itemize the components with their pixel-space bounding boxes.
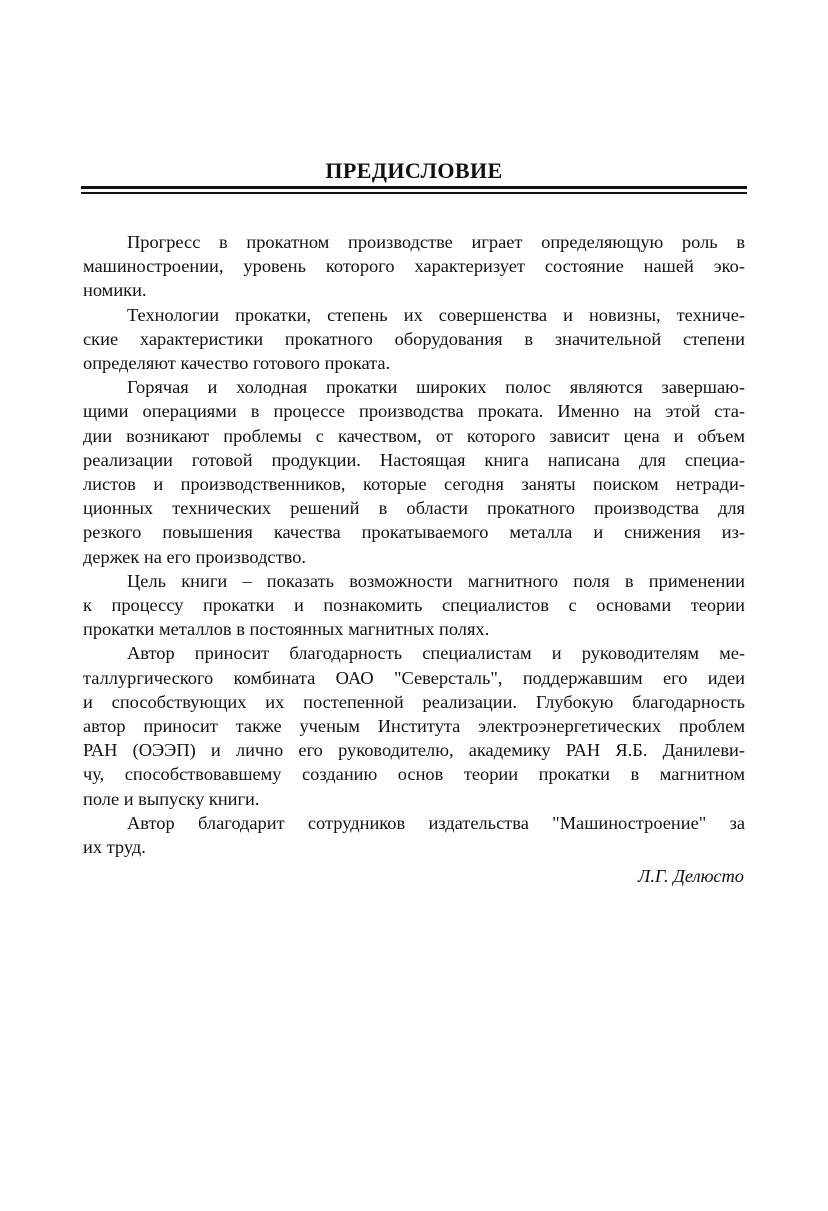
text-line: Автор приносит благодарность специалистам и руководителям ме- [127, 643, 745, 664]
text-line: держек на его производство. [83, 546, 306, 567]
paragraph-4 [83, 569, 745, 642]
preface-body [83, 230, 745, 859]
text-line: прокатки металлов в постоянных магнитных полях. [83, 619, 490, 640]
text-line: определяют качество готового проката. [83, 353, 391, 374]
text-line: Технологии прокатки, степень их совершенства и новизны, техниче- [127, 304, 745, 325]
text-line: резкого повышения качества прокатываемого металла и снижения из- [83, 522, 745, 543]
page-title: ПРЕДИСЛОВИЕ [325, 157, 503, 183]
text-line: Горячая и холодная прокатки широких полос являются завершаю- [127, 377, 745, 398]
title-rule-thin [81, 192, 747, 194]
text-line: дии возникают проблемы с качеством, от которого зависит цена и объем [83, 425, 745, 446]
text-line: чу, способствовавшему созданию основ теории прокатки в магнитном [83, 764, 745, 785]
text-line: и способствующих их постепенной реализации. Глубокую благодарность [83, 691, 745, 712]
text-line: Прогресс в прокатном производстве играет определяющую роль в [127, 232, 745, 252]
text-line: к процессу прокатки и познакомить специалистов с основами теории [83, 595, 745, 616]
text-line: Автор благодарит сотрудников издательства "Машиностроение" за [127, 812, 745, 833]
text-line: автор приносит также ученым Института электроэнергетических проблем [83, 716, 745, 737]
text-line: номики. [83, 280, 147, 301]
text-line: реализации готовой продукции. Настоящая книга написана для специа- [83, 449, 745, 470]
text-line: их труд. [83, 837, 146, 858]
text-line: поле и выпуску книги. [83, 788, 260, 809]
text-line: таллургического комбината ОАО "Северсталь", поддержавшим его идеи [83, 667, 745, 688]
text-line: РАН (ОЭЭП) и лично его руководителю, академику РАН Я.Б. Данилеви- [83, 740, 745, 761]
paragraph-5 [83, 641, 745, 810]
text-line: машиностроении, уровень которого характеризует состояние нашей эко- [83, 256, 745, 277]
paragraph-3 [83, 375, 745, 569]
paragraph-2 [83, 303, 745, 376]
paragraph-1 [83, 230, 745, 303]
text-line: ские характеристики прокатного оборудования в значительной степени [83, 328, 745, 349]
text-line: листов и производственников, которые сегодня заняты поиском нетради- [83, 474, 745, 495]
author-signature: Л.Г. Делюсто [637, 866, 744, 886]
text-line: Цель книги – показать возможности магнитного поля в применении [127, 570, 745, 591]
text-line: щими операциями в процессе производства проката. Именно на этой ста- [83, 401, 745, 422]
title-rule-thick [81, 186, 747, 189]
text-line: ционных технических решений в области прокатного производства для [83, 498, 745, 519]
paragraph-6 [83, 811, 745, 859]
